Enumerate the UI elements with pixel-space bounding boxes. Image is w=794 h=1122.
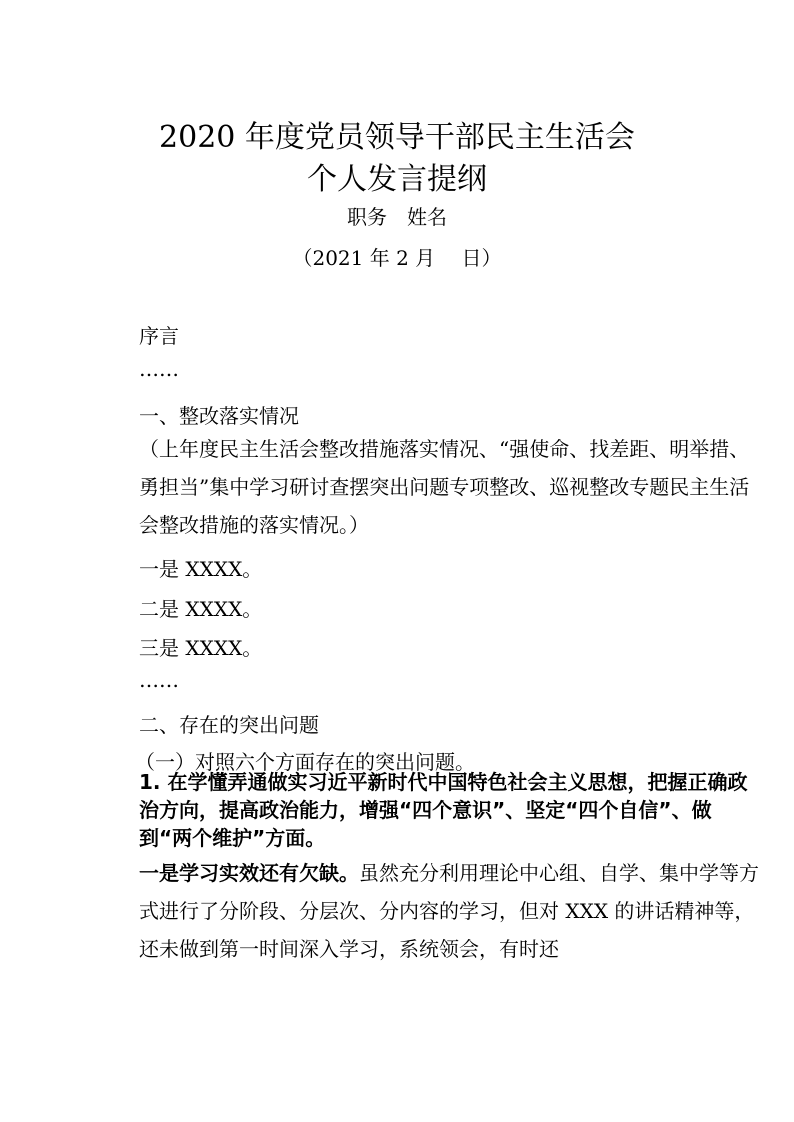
ellipsis-1: …… <box>139 357 179 381</box>
section-2-heading: 二、存在的突出问题 <box>139 713 319 737</box>
section-1-heading: 一、整改落实情况 <box>139 404 299 428</box>
item-3: 三是 XXXX。 <box>139 636 263 660</box>
paragraph-1-lead: 一是学习实效还有欠缺。 <box>139 861 359 885</box>
item-2: 二是 XXXX。 <box>139 597 263 621</box>
date-line: （2021 年 2 月 日） <box>292 246 502 270</box>
paragraph-1 <box>99 854 759 968</box>
section-1-note: （上年度民主生活会整改措施落实情况、“强使命、找差距、明举措、勇担当”集中学习研讨查摆突出问题专项整改、巡视整改专题民主生活会整改措施的落实情况。） <box>139 437 750 537</box>
paragraph-1-text: 虽然充分利用理论中心组、自学、集中学等方式进行了分阶段、分层次、分内容的学习，但对 XXX 的讲话精神等，还未做到第一时间深入学习，系统领会，有时还 <box>139 861 759 961</box>
preface-label: 序言 <box>139 324 179 348</box>
subsection-1: （一）对照六个方面存在的突出问题。 <box>135 750 475 774</box>
point-1-heading: 1. 在学懂弄通做实习近平新时代中国特色社会主义思想，把握正确政治方向，提高政治能力，增强“四个意识”、坚定“四个自信”、做到“两个维护”方面。 <box>139 770 748 850</box>
item-1: 一是 XXXX。 <box>139 557 263 581</box>
author-line: 职务 姓名 <box>347 205 447 229</box>
title-line-1: 2020 年度党员领导干部民主生活会 <box>159 120 635 155</box>
ellipsis-2: …… <box>139 668 179 692</box>
title-line-2: 个人发言提纲 <box>307 162 487 197</box>
